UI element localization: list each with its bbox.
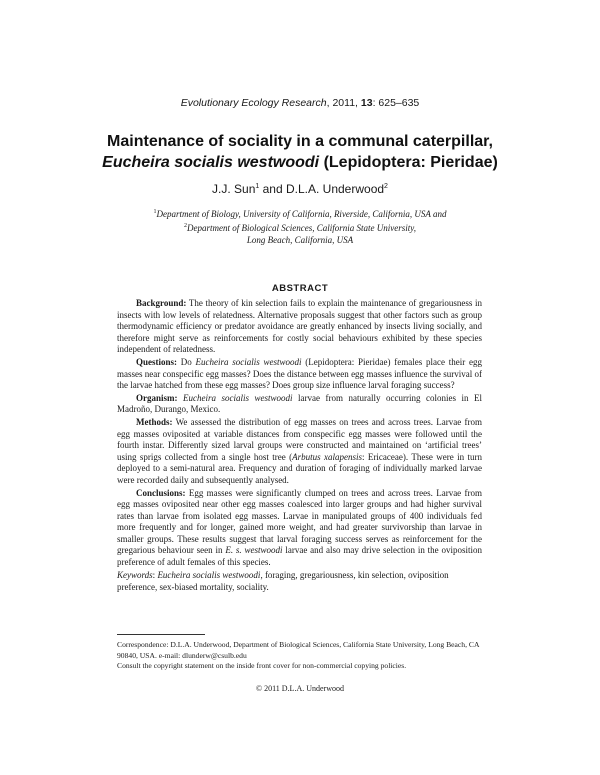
conclusions-text-1: Egg masses were significantly clumped on trees and across trees. Larvae from egg masses oviposited near other egg masses coalesced into larger groups and had higher survival rates than larvae from isolated egg masses. Larvae in manipulated groups of 400 individuals fed more frequently and for longer, gained more weight, and had greater survivorship than larvae in smaller groups. These results suggest that larval foraging success serves as reinforcement for the gregarious behaviour seen in — [117, 487, 482, 556]
footnote — [117, 640, 487, 672]
methods-text-1: We assessed the distribution of egg masses on trees and across trees. Larvae from egg masses oviposited at variable distances from conspecific egg masses were followed until the fourth instar. Differently sized larval groups were constructed and maintained on ‘artificial trees’ using sprigs collected from a single host tree ( — [117, 416, 482, 462]
keywords-colon: : — [152, 570, 158, 580]
abstract-conclusions — [117, 488, 482, 569]
keywords-text: , foraging, gregariousness, kin selection, oviposition preference, sex-biased mortality, sociality. — [117, 570, 449, 592]
affiliation-line-1 — [100, 206, 500, 220]
abstract-body — [117, 298, 482, 570]
methods-label: Methods: — [136, 416, 173, 427]
journal-year: , 2011, — [326, 97, 361, 109]
footnote-correspondence: Correspondence: D.L.A. Underwood, Department of Biological Sciences, California State University, Long Beach, CA 90840, USA. e-mail: dlunderw@csulb.edu — [117, 640, 480, 660]
abstract-background — [117, 298, 482, 356]
background-label: Background: — [136, 298, 187, 308]
author-1: J.J. Sun — [212, 182, 256, 196]
keywords-label: Keywords — [117, 570, 153, 580]
affiliation-sup-1: 1 — [153, 209, 157, 215]
footnote-divider — [117, 634, 205, 635]
journal-citation — [0, 97, 600, 109]
author-2-sup: 2 — [384, 183, 388, 190]
title-line-1: Maintenance of sociality in a communal caterpillar, — [107, 133, 493, 150]
affiliation-line-3: Long Beach, California, USA — [246, 235, 354, 245]
keywords — [117, 570, 482, 593]
copyright-line: © 2011 D.L.A. Underwood — [256, 684, 344, 693]
author-2: and D.L.A. Underwood — [259, 182, 385, 196]
author-1-sup: 1 — [255, 183, 260, 190]
methods-species: Arbutus xalapensis — [292, 451, 363, 462]
questions-label: Questions: — [136, 356, 178, 367]
conclusions-text-2: larvae and also may drive selection in the oviposition preference of adult females of this species. — [117, 545, 483, 568]
questions-pre: Do — [177, 356, 196, 367]
affiliation-line-2 — [100, 220, 500, 234]
organism-text: larvae from naturally occurring colonies in El Madroño, Durango, Mexico. — [117, 392, 483, 415]
paper-title — [60, 131, 540, 173]
authors — [0, 182, 600, 196]
journal-pages: : 625–635 — [372, 97, 420, 109]
title-line-2 — [60, 152, 540, 173]
methods-text-2: : Ericaceae). These were in turn deployed to a semi-natural area. Frequency and duration of foraging of individually marked larvae were recorded daily and subsequently analysed. — [117, 451, 483, 485]
journal-name: Evolutionary Ecology Research — [180, 97, 327, 109]
abstract-organism — [117, 393, 482, 416]
keywords-species: Eucheira socialis westwoodi — [157, 570, 261, 580]
organism-species: Eucheira socialis westwoodi — [183, 392, 293, 403]
abstract-methods — [117, 417, 482, 487]
journal-volume: 13 — [360, 97, 373, 109]
abstract-heading: ABSTRACT — [271, 283, 329, 294]
conclusions-label: Conclusions: — [136, 487, 186, 498]
affiliation-text-2: Department of Biological Sciences, California State University, — [187, 223, 416, 233]
organism-label: Organism: — [136, 392, 178, 403]
background-text: The theory of kin selection fails to explain the maintenance of gregariousness in insects with low levels of relatedness. Alternative proposals suggest that other factors such as group thermodynamic efficiency or predator avoidance are greatly enhanced by insects living socially, and therefore might serve as reinforcements for costly social behaviours exhibited by these species independent of relatedness. — [117, 298, 482, 355]
questions-text: (Lepidoptera: Pieridae) females place their egg masses near conspecific egg masses? Does the distance between egg masses influence the survival of the larvae hatched from these egg masses? Does group size influence larval foraging success? — [117, 356, 483, 391]
footnote-copying: Consult the copyright statement on the inside front cover for non-commercial copying policies. — [117, 661, 407, 670]
conclusions-species: E. s. westwoodi — [225, 545, 283, 556]
title-species: Eucheira socialis westwoodi — [102, 154, 320, 171]
abstract-questions — [117, 357, 482, 392]
affiliation-text-1: Department of Biology, University of California, Riverside, California, USA and — [156, 209, 447, 219]
affiliations — [100, 206, 500, 246]
title-rest: (Lepidoptera: Pieridae) — [319, 154, 498, 171]
questions-species: Eucheira socialis westwoodi — [195, 356, 302, 367]
affiliation-sup-2: 2 — [184, 223, 188, 229]
